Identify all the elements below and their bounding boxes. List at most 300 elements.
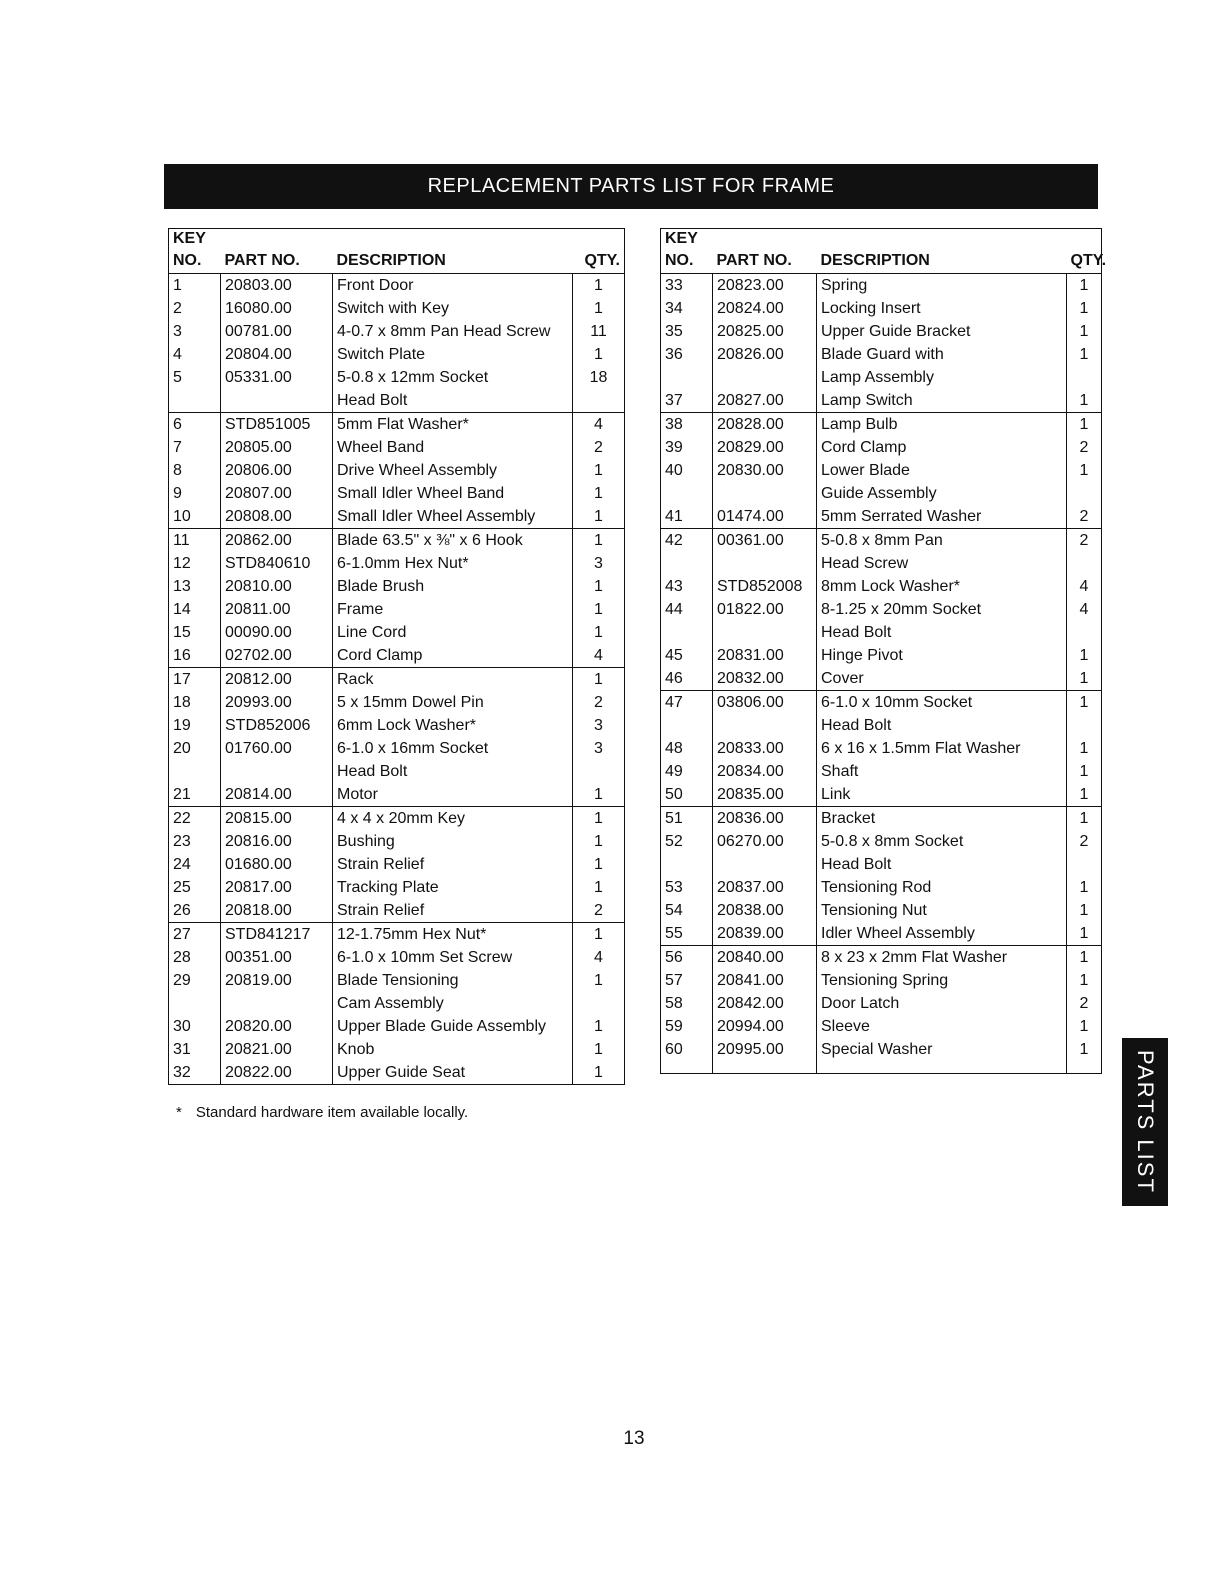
key-cell: 60 — [661, 1038, 713, 1061]
qty-cell: 1 — [594, 346, 603, 363]
qty-cell — [573, 389, 625, 413]
qty-cell: 1 — [573, 505, 625, 529]
qty-cell: 2 — [1079, 439, 1089, 456]
key-cell: 6 — [169, 413, 221, 437]
key-cell: 8 — [169, 459, 221, 482]
qty-cell: 1 — [1067, 389, 1102, 413]
description-cell: Special Washer — [817, 1038, 1067, 1061]
table-row — [661, 946, 1102, 970]
description-cell: Front Door — [333, 274, 573, 298]
qty-cell: 3 — [594, 555, 603, 572]
table-row — [169, 946, 625, 969]
description-cell: Guide Assembly — [817, 482, 1067, 505]
part-no-cell: 20831.00 — [713, 644, 817, 667]
part-no-cell: STD851005 — [221, 413, 333, 437]
description-cell: Strain Relief — [333, 853, 573, 876]
part-no-cell: 20835.00 — [713, 783, 817, 807]
table-row — [169, 714, 625, 737]
part-no-cell: 20993.00 — [221, 691, 333, 714]
description-cell: Spring — [817, 274, 1067, 298]
table-row — [169, 969, 625, 992]
qty-cell: 11 — [590, 323, 607, 340]
description-cell: 6-1.0 x 10mm Socket — [817, 691, 1067, 715]
part-no-cell: 20840.00 — [713, 946, 817, 970]
qty-cell: 2 — [573, 899, 625, 923]
key-cell: 49 — [661, 760, 713, 783]
part-no-cell — [713, 366, 817, 389]
table-row — [661, 807, 1102, 831]
qty-cell: 4 — [594, 416, 603, 433]
table-row — [661, 922, 1102, 946]
part-no-cell: 20825.00 — [713, 320, 817, 343]
table-row — [169, 737, 625, 760]
key-cell: 40 — [661, 459, 713, 482]
part-no-cell — [713, 552, 817, 575]
description-cell: Cord Clamp — [817, 436, 1067, 459]
table-row — [661, 667, 1102, 691]
table-row — [169, 691, 625, 714]
description-cell: Link — [817, 783, 1067, 807]
key-cell: 38 — [661, 413, 713, 437]
header-part-no: PART NO. — [221, 249, 333, 274]
part-no-cell: 20841.00 — [713, 969, 817, 992]
description-cell: Blade Tensioning — [333, 969, 573, 992]
key-cell: 4 — [169, 343, 221, 366]
key-cell: 35 — [661, 320, 713, 343]
qty-cell: 1 — [594, 1041, 603, 1058]
key-cell — [169, 760, 221, 783]
key-cell: 2 — [169, 297, 221, 320]
part-no-cell: 20838.00 — [713, 899, 817, 922]
qty-cell: 1 — [1079, 277, 1089, 294]
table-row — [169, 923, 625, 947]
description-cell: 5mm Serrated Washer — [817, 505, 1067, 529]
description-cell: 5-0.8 x 8mm Socket — [817, 830, 1067, 853]
key-cell — [661, 714, 713, 737]
table-row — [169, 482, 625, 505]
qty-cell: 1 — [1079, 694, 1089, 711]
key-cell: 34 — [661, 297, 713, 320]
part-no-cell: STD841217 — [221, 923, 333, 947]
table-row — [169, 320, 625, 343]
table-row — [661, 320, 1102, 343]
table-row — [661, 992, 1102, 1015]
table-row — [169, 274, 625, 298]
key-cell: 27 — [169, 923, 221, 947]
table-row — [169, 598, 625, 621]
qty-cell: 1 — [1067, 783, 1102, 807]
header-part-no: PART NO. — [713, 249, 817, 274]
key-cell — [661, 366, 713, 389]
empty-cell — [661, 1061, 713, 1074]
description-cell: Strain Relief — [333, 899, 573, 923]
qty-cell: 1 — [1079, 416, 1089, 433]
key-cell: 17 — [169, 668, 221, 692]
description-cell: Frame — [333, 598, 573, 621]
key-cell: 23 — [169, 830, 221, 853]
table-row — [661, 899, 1102, 922]
description-cell: Tensioning Spring — [817, 969, 1067, 992]
part-no-cell: 20830.00 — [713, 459, 817, 482]
description-cell: Head Bolt — [817, 621, 1067, 644]
description-cell: 12-1.75mm Hex Nut* — [333, 923, 573, 947]
key-cell: 1 — [169, 274, 221, 298]
part-no-cell: 20819.00 — [221, 969, 333, 992]
key-cell: 12 — [169, 552, 221, 575]
qty-cell: 2 — [1079, 532, 1089, 549]
key-cell: 42 — [661, 529, 713, 553]
part-no-cell: 01760.00 — [221, 737, 333, 760]
table-row — [169, 1061, 625, 1085]
description-cell: Wheel Band — [333, 436, 573, 459]
qty-cell: 2 — [594, 694, 603, 711]
part-no-cell: 20821.00 — [221, 1038, 333, 1061]
description-cell: Tensioning Nut — [817, 899, 1067, 922]
header-key-no: NO. — [661, 249, 713, 274]
key-cell: 13 — [169, 575, 221, 598]
part-no-cell — [221, 992, 333, 1015]
part-no-cell: 20817.00 — [221, 876, 333, 899]
key-cell: 26 — [169, 899, 221, 923]
part-no-cell: 20804.00 — [221, 343, 333, 366]
key-cell: 56 — [661, 946, 713, 970]
description-cell: Sleeve — [817, 1015, 1067, 1038]
key-cell — [169, 389, 221, 413]
description-cell: Hinge Pivot — [817, 644, 1067, 667]
description-cell: Head Bolt — [333, 389, 573, 413]
description-cell: Lamp Switch — [817, 389, 1067, 413]
key-cell: 10 — [169, 505, 221, 529]
key-cell — [661, 621, 713, 644]
header-key-top: KEY — [173, 230, 206, 247]
part-no-cell — [713, 482, 817, 505]
table-row — [169, 297, 625, 320]
table-row — [169, 899, 625, 923]
part-no-cell: STD852006 — [221, 714, 333, 737]
header-description: DESCRIPTION — [817, 249, 1067, 274]
key-cell: 25 — [169, 876, 221, 899]
qty-cell: 1 — [1079, 647, 1089, 664]
part-no-cell — [713, 714, 817, 737]
key-cell: 48 — [661, 737, 713, 760]
key-cell: 22 — [169, 807, 221, 831]
part-no-cell: 20842.00 — [713, 992, 817, 1015]
table-row — [169, 644, 625, 668]
description-cell: Blade Brush — [333, 575, 573, 598]
part-no-cell: 20827.00 — [713, 389, 817, 413]
table-row — [661, 413, 1102, 437]
description-cell: Head Bolt — [817, 853, 1067, 876]
table-row — [169, 876, 625, 899]
qty-cell: 1 — [594, 879, 603, 896]
key-cell — [661, 552, 713, 575]
table-row — [661, 737, 1102, 760]
table-row — [169, 668, 625, 692]
key-cell: 31 — [169, 1038, 221, 1061]
table-row — [661, 436, 1102, 459]
qty-cell: 1 — [594, 532, 603, 549]
key-cell: 59 — [661, 1015, 713, 1038]
qty-cell: 1 — [594, 1064, 603, 1081]
key-cell: 11 — [169, 529, 221, 553]
qty-cell: 1 — [594, 300, 603, 317]
footnote — [176, 1104, 468, 1121]
table-row — [169, 760, 625, 783]
description-cell: Cord Clamp — [333, 644, 573, 668]
qty-cell — [573, 760, 625, 783]
key-cell: 19 — [169, 714, 221, 737]
table-row — [169, 1038, 625, 1061]
part-no-cell: 20826.00 — [713, 343, 817, 366]
key-cell: 37 — [661, 389, 713, 413]
header-key-no: NO. — [169, 249, 221, 274]
description-cell: 5-0.8 x 8mm Pan — [817, 529, 1067, 553]
qty-cell: 2 — [594, 439, 603, 456]
empty-cell — [713, 1061, 817, 1074]
description-cell: 6 x 16 x 1.5mm Flat Washer — [817, 737, 1067, 760]
part-no-cell — [713, 853, 817, 876]
header-key-top: KEY — [665, 230, 698, 247]
table-row — [661, 1015, 1102, 1038]
part-no-cell: 20812.00 — [221, 668, 333, 692]
qty-cell: 1 — [594, 578, 603, 595]
key-cell: 54 — [661, 899, 713, 922]
description-cell: 8mm Lock Washer* — [817, 575, 1067, 598]
part-no-cell: 00090.00 — [221, 621, 333, 644]
qty-cell: 1 — [1067, 922, 1102, 946]
table-row — [661, 274, 1102, 298]
part-no-cell — [713, 621, 817, 644]
qty-cell: 18 — [589, 369, 608, 386]
part-no-cell: STD840610 — [221, 552, 333, 575]
part-no-cell: 06270.00 — [713, 830, 817, 853]
part-no-cell: 20820.00 — [221, 1015, 333, 1038]
qty-cell: 1 — [1079, 740, 1089, 757]
table-row — [169, 992, 625, 1015]
table-row — [169, 389, 625, 413]
empty-cell — [1067, 1061, 1102, 1074]
header-qty: QTY. — [1067, 249, 1102, 274]
table-row — [661, 575, 1102, 598]
qty-cell: 1 — [1079, 972, 1089, 989]
qty-cell — [573, 992, 625, 1015]
header-description: DESCRIPTION — [333, 249, 573, 274]
qty-cell: 1 — [1079, 949, 1089, 966]
qty-cell: 3 — [594, 717, 603, 734]
table-row — [169, 529, 625, 553]
header-qty: QTY. — [573, 249, 625, 274]
part-no-cell: 20814.00 — [221, 783, 333, 807]
table-row — [169, 343, 625, 366]
part-no-cell: STD852008 — [713, 575, 817, 598]
qty-cell: 3 — [594, 740, 603, 757]
qty-cell: 2 — [1067, 505, 1102, 529]
part-no-cell: 20832.00 — [713, 667, 817, 691]
key-cell: 50 — [661, 783, 713, 807]
part-no-cell: 20829.00 — [713, 436, 817, 459]
footnote-star: * — [176, 1104, 182, 1121]
key-cell: 55 — [661, 922, 713, 946]
table-row — [169, 783, 625, 807]
part-no-cell: 20823.00 — [713, 274, 817, 298]
part-no-cell: 03806.00 — [713, 691, 817, 715]
qty-cell: 1 — [594, 926, 603, 943]
qty-cell — [1067, 482, 1102, 505]
qty-cell: 1 — [594, 856, 603, 873]
parts-table-left — [168, 228, 625, 1085]
part-no-cell: 01680.00 — [221, 853, 333, 876]
page-number: 13 — [623, 1428, 645, 1449]
table-row — [169, 853, 625, 876]
qty-cell: 4 — [1079, 578, 1089, 595]
key-cell: 53 — [661, 876, 713, 899]
table-row — [661, 644, 1102, 667]
table-row — [169, 552, 625, 575]
key-cell: 20 — [169, 737, 221, 760]
table-row — [661, 343, 1102, 366]
description-cell: 8-1.25 x 20mm Socket — [817, 598, 1067, 621]
table-row — [661, 529, 1102, 553]
table-row — [169, 459, 625, 482]
part-no-cell: 20818.00 — [221, 899, 333, 923]
empty-cell — [817, 1061, 1067, 1074]
key-cell: 58 — [661, 992, 713, 1015]
description-cell: Tensioning Rod — [817, 876, 1067, 899]
key-cell: 41 — [661, 505, 713, 529]
key-cell: 39 — [661, 436, 713, 459]
qty-cell — [1067, 853, 1102, 876]
table-row — [661, 552, 1102, 575]
part-no-cell: 20806.00 — [221, 459, 333, 482]
description-cell: Head Screw — [817, 552, 1067, 575]
table-row — [661, 876, 1102, 899]
description-cell: 4-0.7 x 8mm Pan Head Screw — [333, 320, 573, 343]
qty-cell: 1 — [1079, 462, 1089, 479]
table-row — [169, 366, 625, 389]
description-cell: Bushing — [333, 830, 573, 853]
qty-cell: 1 — [1079, 879, 1089, 896]
description-cell: 6-1.0 x 16mm Socket — [333, 737, 573, 760]
description-cell: Small Idler Wheel Assembly — [333, 505, 573, 529]
key-cell: 30 — [169, 1015, 221, 1038]
qty-cell: 1 — [594, 277, 603, 294]
qty-cell: 1 — [1079, 810, 1089, 827]
description-cell: Upper Guide Seat — [333, 1061, 573, 1085]
qty-cell: 1 — [594, 1018, 603, 1035]
description-cell: Switch with Key — [333, 297, 573, 320]
qty-cell: 1 — [594, 972, 603, 989]
key-cell: 7 — [169, 436, 221, 459]
table-row — [661, 482, 1102, 505]
footnote-text: Standard hardware item available locally. — [195, 1104, 469, 1121]
qty-cell: 1 — [594, 810, 603, 827]
key-cell — [661, 482, 713, 505]
qty-cell: 4 — [573, 644, 625, 668]
description-cell: Knob — [333, 1038, 573, 1061]
part-no-cell — [221, 760, 333, 783]
description-cell: Line Cord — [333, 621, 573, 644]
table-row — [661, 297, 1102, 320]
description-cell: 5 x 15mm Dowel Pin — [333, 691, 573, 714]
table-row — [661, 830, 1102, 853]
key-cell: 14 — [169, 598, 221, 621]
key-cell: 18 — [169, 691, 221, 714]
description-cell: 6-1.0mm Hex Nut* — [333, 552, 573, 575]
table-row — [661, 691, 1102, 715]
part-no-cell: 20807.00 — [221, 482, 333, 505]
description-cell: Blade Guard with — [817, 343, 1067, 366]
qty-cell: 1 — [594, 671, 603, 688]
key-cell: 15 — [169, 621, 221, 644]
qty-cell — [1067, 621, 1102, 644]
description-cell: Lamp Bulb — [817, 413, 1067, 437]
qty-cell: 2 — [1079, 995, 1089, 1012]
key-cell: 47 — [661, 691, 713, 715]
table-row — [169, 1015, 625, 1038]
key-cell: 28 — [169, 946, 221, 969]
filler-row — [661, 1061, 1102, 1074]
key-cell: 3 — [169, 320, 221, 343]
table-row — [169, 830, 625, 853]
description-cell: Cover — [817, 667, 1067, 691]
qty-cell: 1 — [1079, 902, 1089, 919]
qty-cell — [1067, 714, 1102, 737]
part-no-cell: 20808.00 — [221, 505, 333, 529]
table-row — [661, 389, 1102, 413]
qty-cell: 1 — [1079, 300, 1089, 317]
part-no-cell: 00781.00 — [221, 320, 333, 343]
part-no-cell — [221, 389, 333, 413]
description-cell: Bracket — [817, 807, 1067, 831]
description-cell: Lamp Assembly — [817, 366, 1067, 389]
part-no-cell: 20811.00 — [221, 598, 333, 621]
key-cell: 5 — [169, 366, 221, 389]
description-cell: Head Bolt — [817, 714, 1067, 737]
key-cell: 52 — [661, 830, 713, 853]
part-no-cell: 20833.00 — [713, 737, 817, 760]
table-row — [169, 436, 625, 459]
part-no-cell: 20994.00 — [713, 1015, 817, 1038]
description-cell: 8 x 23 x 2mm Flat Washer — [817, 946, 1067, 970]
qty-cell: 1 — [594, 462, 603, 479]
table-row — [661, 783, 1102, 807]
description-cell: Motor — [333, 783, 573, 807]
key-cell — [169, 992, 221, 1015]
part-no-cell: 05331.00 — [221, 366, 333, 389]
qty-cell: 1 — [1079, 1041, 1089, 1058]
part-no-cell: 20837.00 — [713, 876, 817, 899]
key-cell: 51 — [661, 807, 713, 831]
qty-cell — [1067, 366, 1102, 389]
part-no-cell: 20839.00 — [713, 922, 817, 946]
qty-cell: 1 — [594, 601, 603, 618]
side-tab — [1122, 1038, 1168, 1206]
description-cell: 6-1.0 x 10mm Set Screw — [333, 946, 573, 969]
description-cell: 6mm Lock Washer* — [333, 714, 573, 737]
part-no-cell: 20816.00 — [221, 830, 333, 853]
description-cell: Idler Wheel Assembly — [817, 922, 1067, 946]
page-banner: REPLACEMENT PARTS LIST FOR FRAME — [164, 164, 1098, 209]
table-row — [169, 505, 625, 529]
table-row — [661, 853, 1102, 876]
key-cell: 9 — [169, 482, 221, 505]
key-cell: 21 — [169, 783, 221, 807]
part-no-cell: 20824.00 — [713, 297, 817, 320]
table-row — [661, 505, 1102, 529]
description-cell: Drive Wheel Assembly — [333, 459, 573, 482]
key-cell — [661, 853, 713, 876]
part-no-cell: 20995.00 — [713, 1038, 817, 1061]
